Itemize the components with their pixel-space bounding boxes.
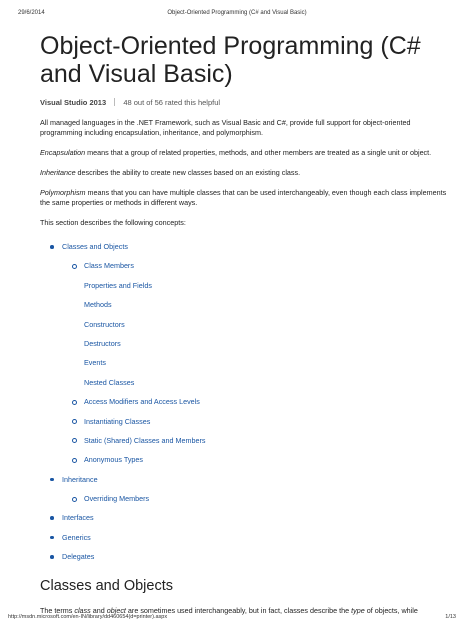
toc-item-generics [40, 533, 450, 552]
toc-item-destructors [84, 339, 450, 358]
toc-item-nested-classes [84, 378, 450, 397]
toc-link-delegates[interactable]: Delegates [62, 552, 95, 562]
product-version: Visual Studio 2013 [40, 98, 107, 107]
toc-link-classes-and-objects[interactable]: Classes and Objects [62, 242, 128, 251]
toc-link-nested-classes[interactable]: Nested Classes [84, 377, 135, 387]
encapsulation-paragraph [40, 148, 450, 158]
toc-link-generics[interactable]: Generics [62, 532, 91, 542]
toc-item-instantiating-classes [62, 417, 450, 436]
intro-paragraph: All managed languages in the .NET Framework, such as Visual Basic and C#, provide full support for object-oriented programming including encapsulation, inheritance, and polymorphism. [40, 118, 411, 137]
toc-list [40, 242, 450, 572]
toc-item-static-shared [62, 436, 450, 455]
inheritance-text: describes the ability to create new classes based on an existing class. [75, 168, 301, 177]
toc-item-interfaces [40, 513, 450, 532]
page-title: Object-Oriented Programming (C# and Visual Basic) [40, 32, 421, 88]
inheritance-paragraph [40, 168, 450, 178]
toc-sublist [84, 281, 450, 397]
print-date: 29/6/2014 [18, 10, 45, 16]
print-page-title: Object-Oriented Programming (C# and Visual Basic) [167, 10, 307, 16]
toc-link-interfaces[interactable]: Interfaces [62, 513, 94, 523]
toc-item-events [84, 358, 450, 377]
toc-link-anonymous-types[interactable]: Anonymous Types [84, 455, 143, 465]
polymorphism-paragraph [40, 188, 450, 208]
encapsulation-text: means that a group of related properties, methods, and other members are treated as a single unit or object. [85, 148, 432, 157]
toc-item-class-members [62, 261, 450, 397]
toc-sublist [62, 261, 450, 474]
toc-item-constructors [84, 320, 450, 339]
section-text: are sometimes used interchangeably, but in fact, classes describe the [125, 605, 352, 615]
toc-item-properties-and-fields [84, 281, 450, 300]
print-url: http://msdn.microsoft.com/en-IN/library/dd460654(d=printer).aspx [8, 614, 168, 620]
toc-item-classes-and-objects [40, 242, 450, 475]
toc-link-methods[interactable]: Methods [84, 300, 112, 310]
toc-link-access-modifiers[interactable]: Access Modifiers and Access Levels [84, 397, 200, 407]
section-heading: Classes and Objects [40, 577, 173, 594]
section-text: of objects, while [364, 605, 418, 615]
section-term-type: type [351, 605, 365, 615]
toc-item-methods [84, 300, 450, 319]
toc-link-static-shared[interactable]: Static (Shared) Classes and Members [84, 435, 206, 445]
concepts-intro: This section describes the following concepts: [40, 218, 186, 227]
toc-item-delegates [40, 552, 450, 571]
toc-link-constructors[interactable]: Constructors [84, 319, 125, 329]
toc-item-inheritance [40, 475, 450, 514]
encapsulation-term: Encapsulation [40, 148, 86, 157]
toc-link-instantiating-classes[interactable]: Instantiating Classes [84, 416, 151, 426]
page-number: 1/13 [445, 614, 456, 620]
toc-link-overriding-members[interactable]: Overriding Members [84, 494, 150, 504]
section-term-object: object [106, 605, 126, 615]
toc-item-overriding-members [62, 494, 450, 513]
section-term-class: class [74, 605, 91, 615]
toc-link-class-members[interactable]: Class Members [84, 261, 134, 271]
polymorphism-term: Polymorphism [40, 188, 86, 197]
section-text: The terms [40, 605, 75, 615]
toc-item-access-modifiers [62, 397, 450, 416]
helpful-rating: 48 out of 56 rated this helpful [123, 98, 221, 107]
toc-link-events[interactable]: Events [84, 358, 106, 368]
polymorphism-text: means that you can have multiple classes that can be used interchangeably, even though each class implements the same properties or methods in different ways. [40, 188, 447, 207]
toc-sublist [62, 494, 450, 513]
toc-link-inheritance[interactable]: Inheritance [62, 474, 98, 484]
section-text: and [90, 605, 107, 615]
article-content [40, 32, 450, 616]
article-meta [40, 98, 450, 110]
toc-link-properties-and-fields[interactable]: Properties and Fields [84, 280, 152, 290]
toc-link-destructors[interactable]: Destructors [84, 338, 121, 348]
inheritance-term: Inheritance [40, 168, 76, 177]
meta-divider [114, 98, 115, 106]
toc-item-anonymous-types [62, 455, 450, 474]
